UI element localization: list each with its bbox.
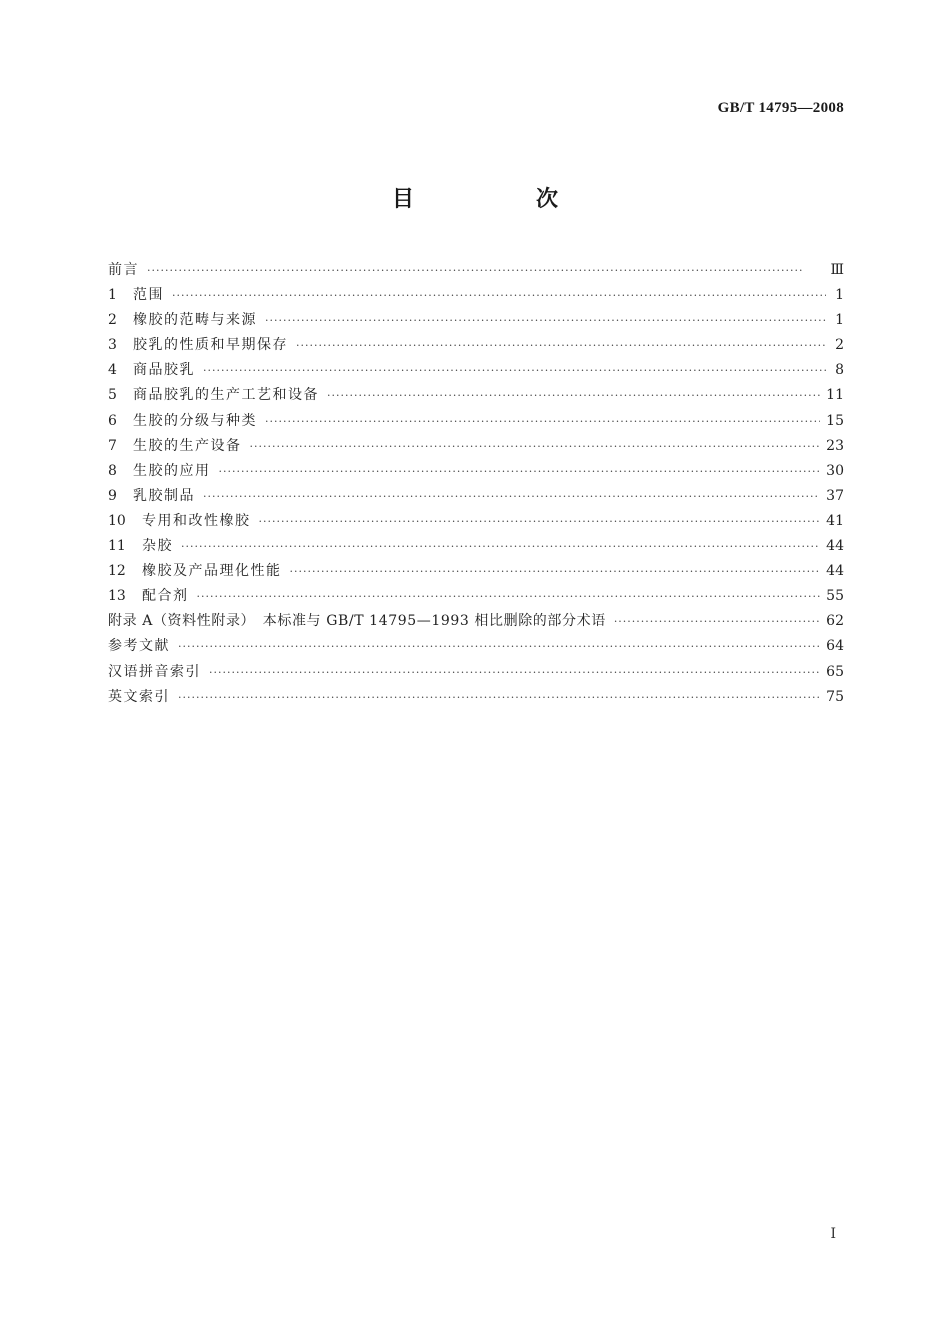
toc-entry-label: 前言 (108, 262, 139, 278)
dot-leader (250, 440, 821, 453)
dot-leader (197, 590, 821, 603)
toc-entry-label: 生胶的分级与种类 (133, 412, 257, 429)
toc-entry-number: 12 (108, 563, 126, 580)
toc-entry-label: 橡胶及产品理化性能 (142, 563, 282, 580)
dot-leader (614, 615, 820, 628)
toc-entry-1[interactable] (108, 284, 844, 309)
toc-entry-page: 44 (826, 563, 844, 580)
dot-leader (296, 339, 826, 352)
toc-entry-page: 1 (835, 287, 844, 304)
toc-entry-page: 15 (826, 412, 844, 429)
dot-leader (147, 264, 824, 277)
dot-leader (178, 640, 820, 653)
toc-entry-label: 商品胶乳的生产工艺和设备 (133, 387, 319, 404)
dot-leader (265, 314, 826, 327)
toc-entry-number: 11 (108, 538, 126, 555)
toc-entry-label: 胶乳的性质和早期保存 (133, 337, 288, 354)
dot-leader (209, 666, 820, 679)
toc-entry-page: 1 (835, 312, 844, 329)
toc-entry-number: 3 (108, 337, 117, 354)
toc-entry-6[interactable] (108, 410, 844, 435)
toc-entry-label: 生胶的应用 (133, 462, 211, 479)
standard-code: GB/T 14795—2008 (717, 100, 844, 116)
toc-entry-4[interactable] (108, 359, 844, 384)
toc-entry-page: Ⅲ (830, 262, 844, 278)
toc-entry-page: 62 (826, 613, 844, 630)
toc-entry-foreword[interactable] (108, 259, 844, 284)
toc-entry-label: 附录 A（资料性附录） 本标准与 GB/T 14795—1993 相比删除的部分术语 (108, 613, 606, 630)
toc-entry-label: 商品胶乳 (133, 362, 195, 379)
toc-entry-page: 44 (826, 538, 844, 555)
toc-entry-10[interactable] (108, 510, 844, 535)
dot-leader (203, 364, 826, 377)
toc-entry-number: 5 (108, 387, 117, 404)
dot-leader (203, 490, 820, 503)
toc-entry-13[interactable] (108, 585, 844, 610)
toc-entry-number: 10 (108, 512, 126, 529)
toc-entry-2[interactable] (108, 309, 844, 334)
toc-entry-appendix-a[interactable] (108, 610, 844, 635)
page-number: Ⅰ (830, 1226, 836, 1242)
toc-entry-number: 1 (108, 287, 117, 304)
toc-entry-number: 4 (108, 362, 117, 379)
toc-entry-label: 范围 (133, 287, 164, 304)
dot-leader (178, 691, 820, 704)
toc-entry-page: 2 (835, 337, 844, 354)
toc-entry-label: 橡胶的范畴与来源 (133, 312, 257, 329)
toc-entry-5[interactable] (108, 384, 844, 409)
toc-entry-label: 配合剂 (142, 588, 189, 605)
toc-entry-page: 37 (826, 487, 844, 504)
dot-leader (259, 515, 821, 528)
dot-leader (327, 389, 820, 402)
toc-entry-page: 75 (826, 688, 844, 705)
toc-entry-3[interactable] (108, 334, 844, 359)
toc-entry-english-index[interactable] (108, 686, 844, 711)
toc-entry-number: 2 (108, 312, 117, 329)
toc-entry-pinyin-index[interactable] (108, 661, 844, 686)
toc-entry-page: 30 (826, 462, 844, 479)
dot-leader (290, 565, 821, 578)
toc-entry-label: 杂胶 (142, 538, 173, 555)
toc-entry-page: 23 (826, 437, 844, 454)
toc-entry-page: 11 (826, 387, 844, 404)
toc-entry-label: 生胶的生产设备 (133, 437, 242, 454)
toc-entry-number: 6 (108, 412, 117, 429)
dot-leader (181, 540, 820, 553)
toc-entry-number: 13 (108, 588, 126, 605)
toc-entry-number: 8 (108, 462, 117, 479)
toc-entry-label: 专用和改性橡胶 (142, 512, 251, 529)
table-of-contents (108, 259, 844, 711)
toc-entry-number: 9 (108, 487, 117, 504)
toc-entry-page: 8 (835, 362, 844, 379)
dot-leader (172, 289, 826, 302)
toc-entry-label: 汉语拼音索引 (108, 663, 201, 680)
toc-entry-page: 55 (826, 588, 844, 605)
toc-entry-12[interactable] (108, 560, 844, 585)
toc-entry-page: 64 (826, 638, 844, 655)
toc-entry-label: 乳胶制品 (133, 487, 195, 504)
toc-entry-11[interactable] (108, 535, 844, 560)
toc-entry-9[interactable] (108, 485, 844, 510)
toc-entry-page: 65 (826, 663, 844, 680)
toc-entry-number: 7 (108, 437, 117, 454)
toc-entry-label: 英文索引 (108, 688, 170, 705)
dot-leader (219, 465, 821, 478)
toc-entry-references[interactable] (108, 635, 844, 660)
dot-leader (265, 415, 820, 428)
page-title: 目 次 (391, 187, 608, 212)
toc-entry-7[interactable] (108, 435, 844, 460)
toc-entry-8[interactable] (108, 460, 844, 485)
toc-entry-page: 41 (826, 512, 844, 529)
toc-entry-label: 参考文献 (108, 638, 170, 655)
